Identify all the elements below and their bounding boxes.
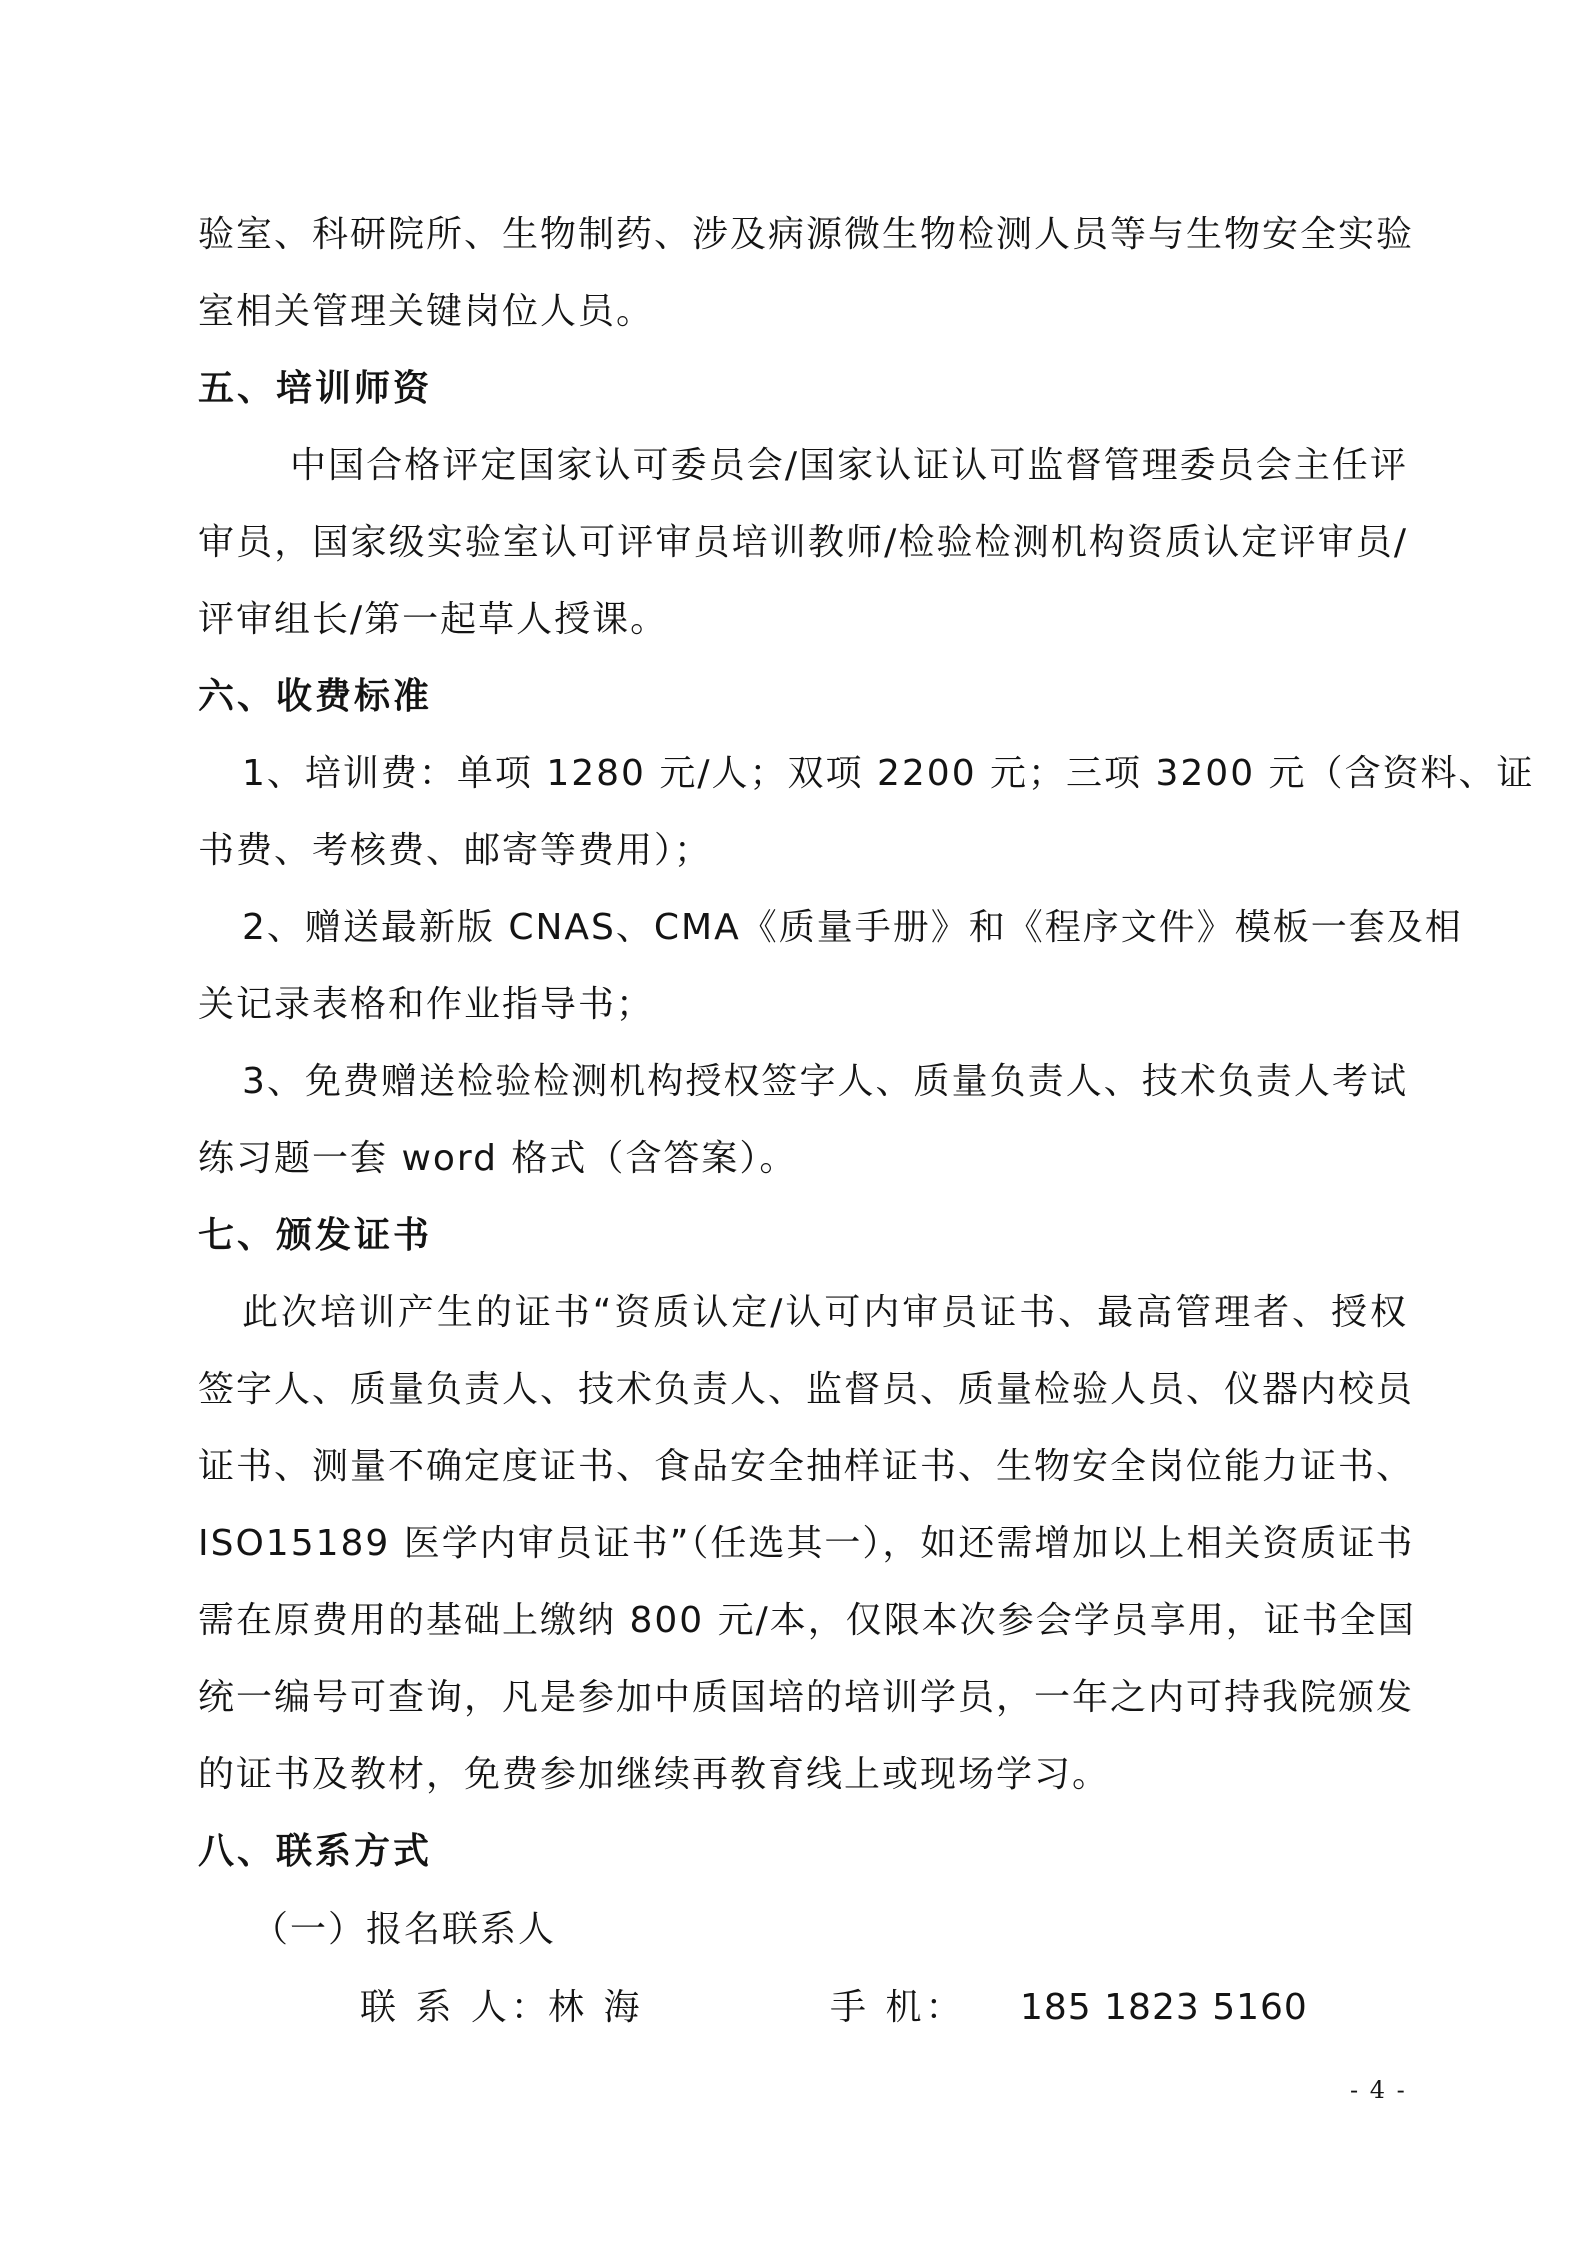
contact-phone-label: 手 机： bbox=[830, 1987, 966, 2028]
paragraph-line: 中国合格评定国家认可委员会/国家认证认可监督管理委员会主任评 bbox=[290, 445, 1408, 486]
contact-person-name: 林 海 bbox=[548, 1987, 644, 2028]
paragraph-line: 评审组长/第一起草人授课。 bbox=[198, 599, 669, 640]
fee-item-2: 2、赠送最新版 CNAS、CMA《质量手册》和《程序文件》模板一套及相 bbox=[242, 907, 1463, 948]
paragraph-line: 关记录表格和作业指导书； bbox=[198, 984, 655, 1025]
paragraph-line: ISO15189 医学内审员证书”（任选其一），如还需增加以上相关资质证书 bbox=[198, 1523, 1415, 1564]
paragraph-line: 此次培训产生的证书“资质认定/认可内审员证书、最高管理者、授权 bbox=[242, 1292, 1408, 1333]
fee-item-3: 3、免费赠送检验检测机构授权签字人、质量负责人、技术负责人考试 bbox=[242, 1061, 1408, 1102]
section-heading-8: 八、联系方式 bbox=[198, 1831, 433, 1872]
paragraph-line: 练习题一套 word 格式（含答案）。 bbox=[198, 1138, 798, 1179]
contact-person-label: 联 系 人： bbox=[360, 1987, 551, 2028]
paragraph-line: 的证书及教材，免费参加继续再教育线上或现场学习。 bbox=[198, 1754, 1111, 1795]
section-heading-6: 六、收费标准 bbox=[198, 676, 433, 717]
subsection-heading: （一）报名联系人 bbox=[252, 1909, 557, 1950]
paragraph-line: 验室、科研院所、生物制药、涉及病源微生物检测人员等与生物安全实验 bbox=[198, 214, 1415, 255]
fee-item-1: 1、培训费：单项 1280 元/人；双项 2200 元；三项 3200 元（含资料、证 bbox=[242, 753, 1535, 794]
paragraph-line: 审员，国家级实验室认可评审员培训教师/检验检测机构资质认定评审员/ bbox=[198, 522, 1408, 563]
paragraph-line: 需在原费用的基础上缴纳 800 元/本，仅限本次参会学员享用，证书全国 bbox=[198, 1600, 1416, 1641]
section-heading-5: 五、培训师资 bbox=[198, 368, 433, 409]
section-heading-7: 七、颁发证书 bbox=[198, 1215, 433, 1256]
paragraph-line: 室相关管理关键岗位人员。 bbox=[198, 291, 655, 332]
paragraph-line: 证书、测量不确定度证书、食品安全抽样证书、生物安全岗位能力证书、 bbox=[198, 1446, 1415, 1487]
contact-phone-number: 185 1823 5160 bbox=[1020, 1987, 1308, 2028]
paragraph-line: 统一编号可查询，凡是参加中质国培的培训学员，一年之内可持我院颁发 bbox=[198, 1677, 1415, 1718]
paragraph-line: 书费、考核费、邮寄等费用）； bbox=[198, 830, 713, 871]
page-number: - 4 - bbox=[1350, 2076, 1407, 2104]
paragraph-line: 签字人、质量负责人、技术负责人、监督员、质量检验人员、仪器内校员 bbox=[198, 1369, 1415, 1410]
